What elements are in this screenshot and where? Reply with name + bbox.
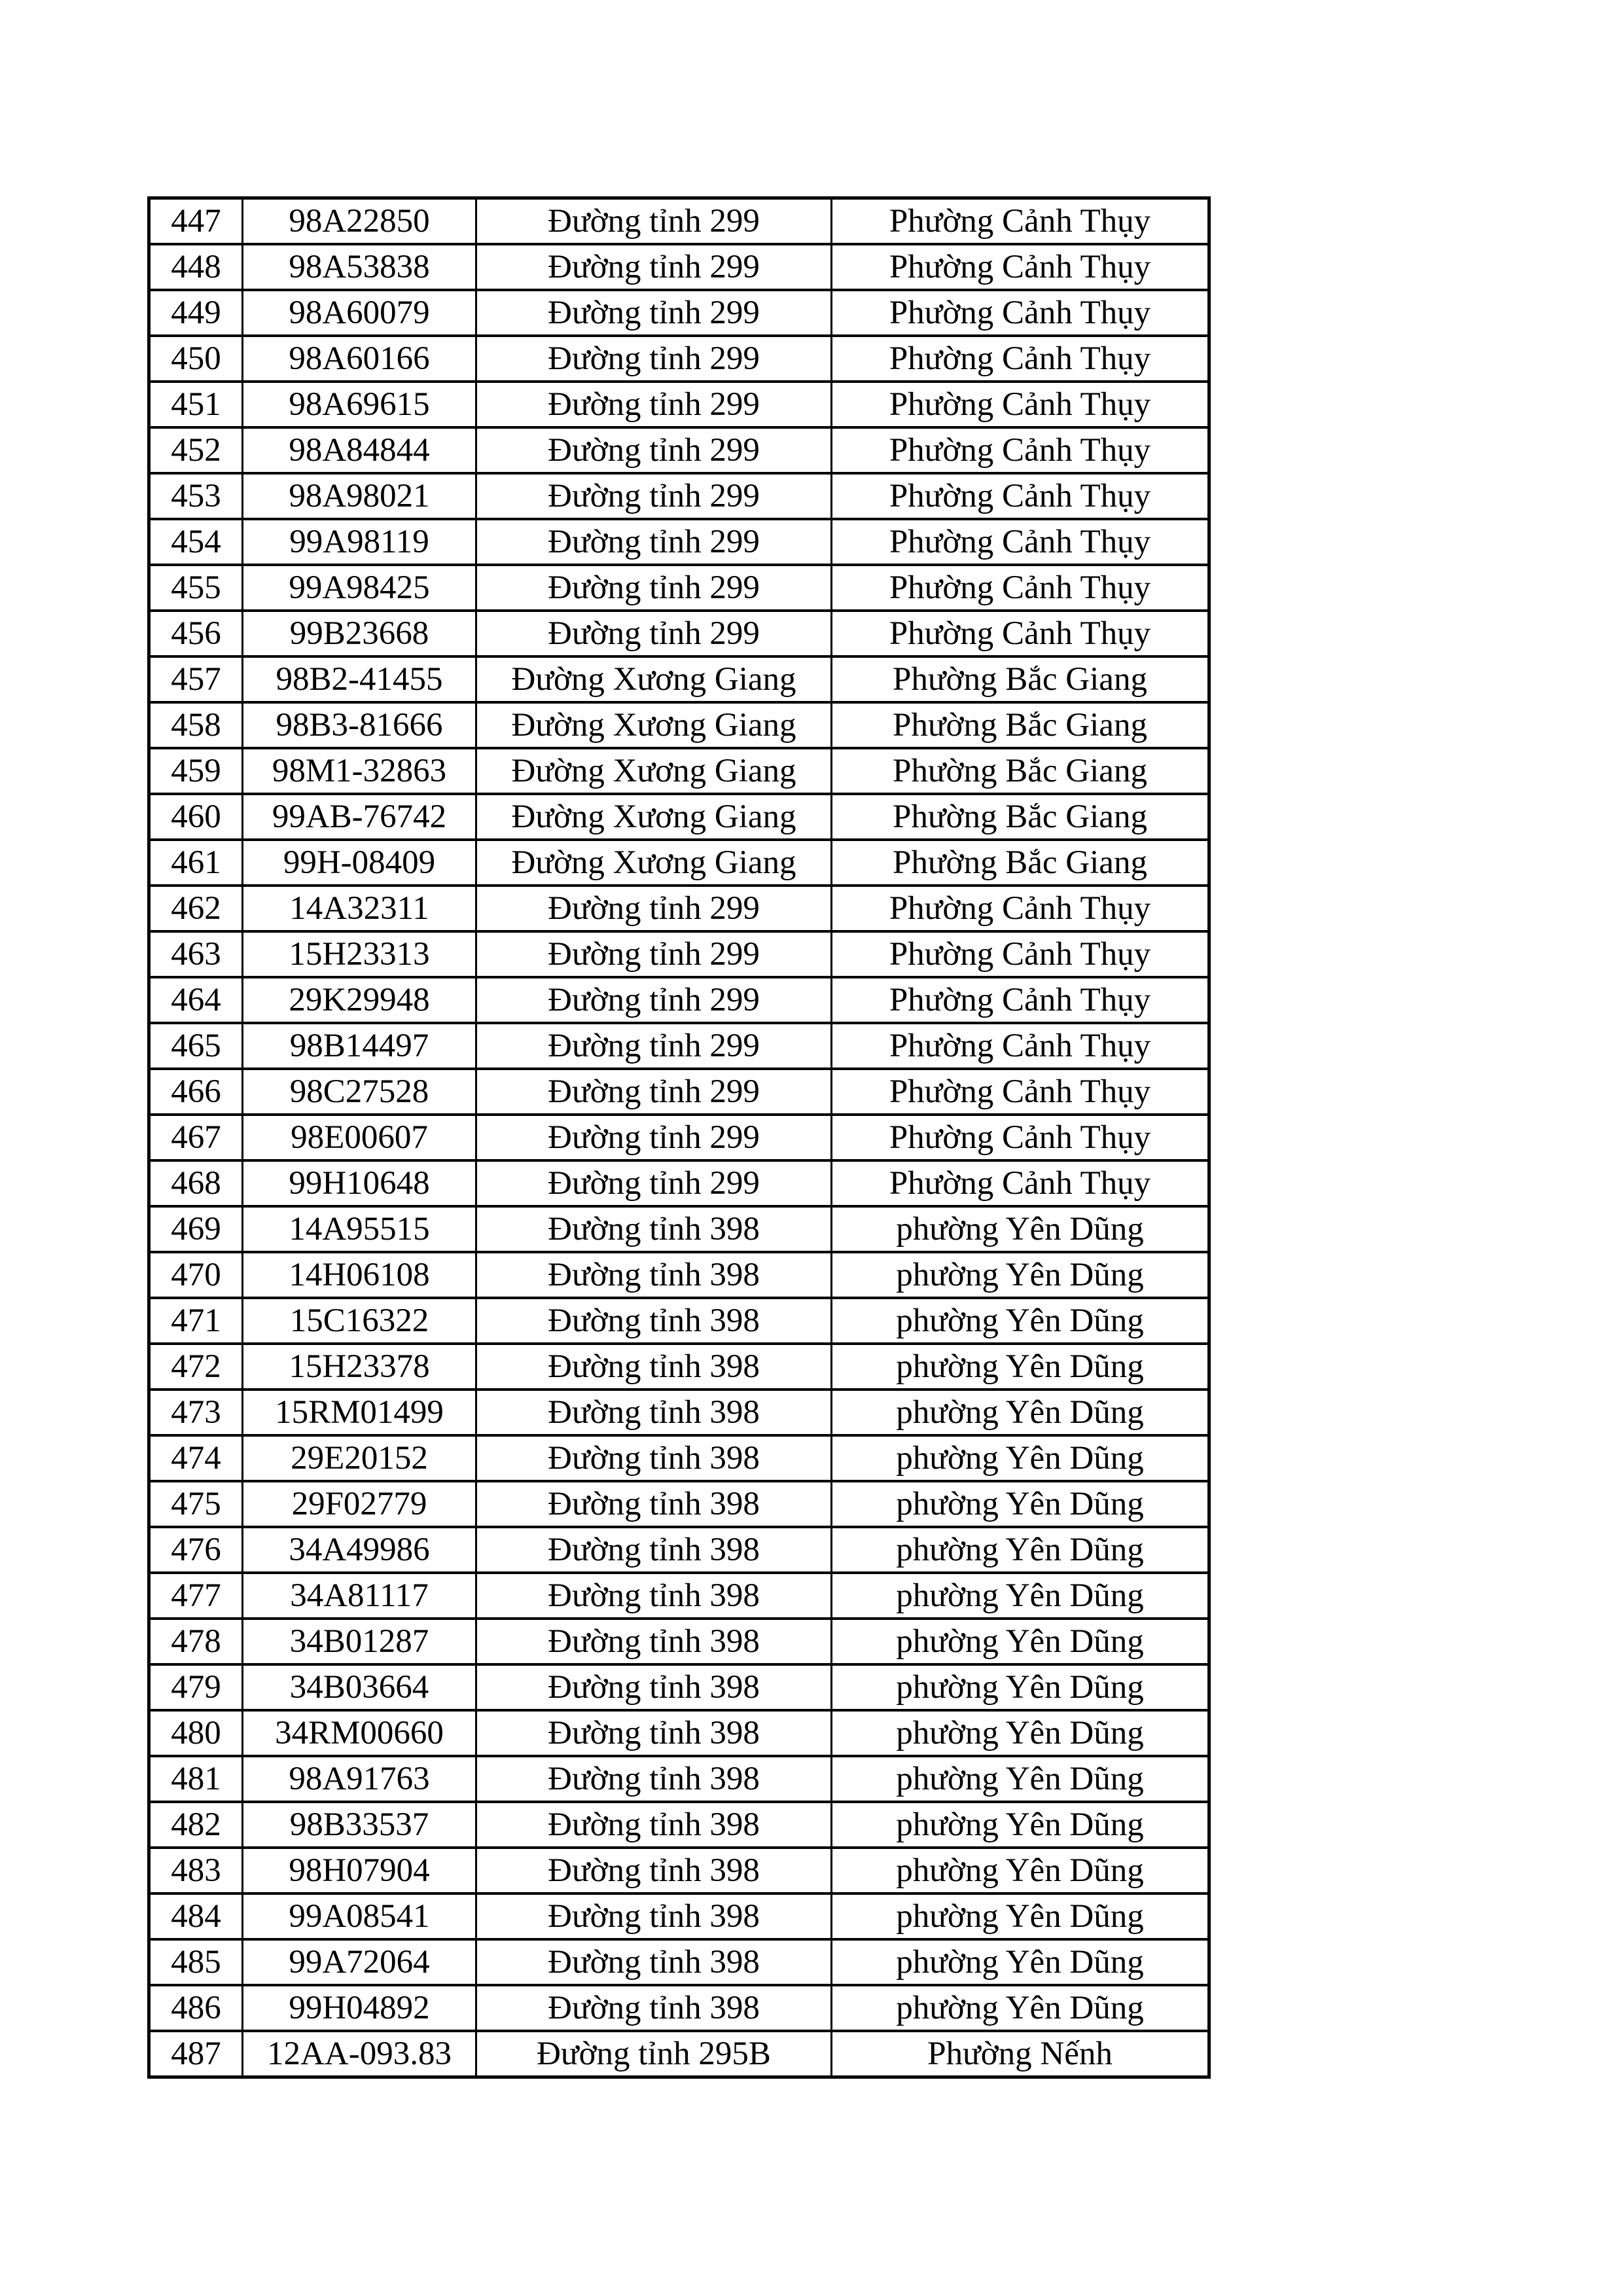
table-row <box>149 336 1209 382</box>
table-row <box>149 1206 1209 1252</box>
road-cell: Đường tỉnh 299 <box>476 1069 832 1115</box>
table-row <box>149 1160 1209 1206</box>
row-number-cell: 469 <box>149 1206 243 1252</box>
license-plate-cell: 98A91763 <box>243 1756 476 1802</box>
table-row <box>149 1069 1209 1115</box>
row-number-cell: 460 <box>149 794 243 840</box>
license-plate-cell: 99B23668 <box>243 611 476 656</box>
road-cell: Đường tỉnh 398 <box>476 1390 832 1435</box>
license-plate-cell: 98A98021 <box>243 473 476 519</box>
row-number-cell: 451 <box>149 382 243 427</box>
road-cell: Đường Xương Giang <box>476 794 832 840</box>
license-plate-cell: 98M1-32863 <box>243 748 476 794</box>
table-row <box>149 1481 1209 1527</box>
violation-table <box>147 196 1211 2079</box>
ward-cell: Phường Cảnh Thụy <box>832 1069 1209 1115</box>
table-row <box>149 611 1209 656</box>
license-plate-cell: 98B3-81666 <box>243 702 476 748</box>
table-row <box>149 1710 1209 1756</box>
road-cell: Đường Xương Giang <box>476 702 832 748</box>
table-row <box>149 1985 1209 2031</box>
row-number-cell: 453 <box>149 473 243 519</box>
row-number-cell: 450 <box>149 336 243 382</box>
ward-cell: phường Yên Dũng <box>832 1893 1209 1939</box>
ward-cell: phường Yên Dũng <box>832 1252 1209 1298</box>
ward-cell: phường Yên Dũng <box>832 1619 1209 1664</box>
license-plate-cell: 98A53838 <box>243 244 476 290</box>
ward-cell: phường Yên Dũng <box>832 1298 1209 1344</box>
ward-cell: Phường Cảnh Thụy <box>832 886 1209 931</box>
license-plate-cell: 99A08541 <box>243 1893 476 1939</box>
road-cell: Đường Xương Giang <box>476 840 832 886</box>
road-cell: Đường tỉnh 398 <box>476 1619 832 1664</box>
license-plate-cell: 29E20152 <box>243 1435 476 1481</box>
table-row <box>149 244 1209 290</box>
license-plate-cell: 99H04892 <box>243 1985 476 2031</box>
ward-cell: Phường Cảnh Thụy <box>832 565 1209 611</box>
road-cell: Đường tỉnh 299 <box>476 1023 832 1069</box>
table-row <box>149 1756 1209 1802</box>
license-plate-cell: 99H-08409 <box>243 840 476 886</box>
row-number-cell: 486 <box>149 1985 243 2031</box>
road-cell: Đường tỉnh 398 <box>476 1573 832 1619</box>
license-plate-cell: 29F02779 <box>243 1481 476 1527</box>
ward-cell: Phường Cảnh Thụy <box>832 198 1209 245</box>
license-plate-cell: 29K29948 <box>243 977 476 1023</box>
road-cell: Đường tỉnh 398 <box>476 1939 832 1985</box>
license-plate-cell: 15RM01499 <box>243 1390 476 1435</box>
ward-cell: Phường Bắc Giang <box>832 702 1209 748</box>
road-cell: Đường tỉnh 295B <box>476 2031 832 2077</box>
row-number-cell: 468 <box>149 1160 243 1206</box>
ward-cell: phường Yên Dũng <box>832 1390 1209 1435</box>
road-cell: Đường tỉnh 299 <box>476 886 832 931</box>
license-plate-cell: 34B01287 <box>243 1619 476 1664</box>
row-number-cell: 449 <box>149 290 243 336</box>
license-plate-cell: 99A72064 <box>243 1939 476 1985</box>
row-number-cell: 461 <box>149 840 243 886</box>
row-number-cell: 484 <box>149 1893 243 1939</box>
ward-cell: phường Yên Dũng <box>832 1939 1209 1985</box>
license-plate-cell: 98B14497 <box>243 1023 476 1069</box>
ward-cell: phường Yên Dũng <box>832 1985 1209 2031</box>
ward-cell: phường Yên Dũng <box>832 1435 1209 1481</box>
road-cell: Đường tỉnh 398 <box>476 1206 832 1252</box>
road-cell: Đường tỉnh 398 <box>476 1298 832 1344</box>
road-cell: Đường Xương Giang <box>476 656 832 702</box>
ward-cell: Phường Bắc Giang <box>832 794 1209 840</box>
ward-cell: Phường Cảnh Thụy <box>832 1160 1209 1206</box>
row-number-cell: 457 <box>149 656 243 702</box>
license-plate-cell: 98A60166 <box>243 336 476 382</box>
road-cell: Đường tỉnh 398 <box>476 1481 832 1527</box>
road-cell: Đường tỉnh 398 <box>476 1848 832 1893</box>
ward-cell: Phường Cảnh Thụy <box>832 1023 1209 1069</box>
license-plate-cell: 34A49986 <box>243 1527 476 1573</box>
road-cell: Đường tỉnh 299 <box>476 198 832 245</box>
row-number-cell: 464 <box>149 977 243 1023</box>
table-row <box>149 1527 1209 1573</box>
table-row <box>149 886 1209 931</box>
road-cell: Đường tỉnh 299 <box>476 244 832 290</box>
ward-cell: Phường Nếnh <box>832 2031 1209 2077</box>
road-cell: Đường tỉnh 299 <box>476 1160 832 1206</box>
ward-cell: phường Yên Dũng <box>832 1206 1209 1252</box>
license-plate-cell: 15H23313 <box>243 931 476 977</box>
table-row <box>149 1573 1209 1619</box>
row-number-cell: 466 <box>149 1069 243 1115</box>
row-number-cell: 472 <box>149 1344 243 1390</box>
ward-cell: phường Yên Dũng <box>832 1664 1209 1710</box>
ward-cell: Phường Cảnh Thụy <box>832 382 1209 427</box>
row-number-cell: 459 <box>149 748 243 794</box>
table-row <box>149 198 1209 245</box>
license-plate-cell: 98B33537 <box>243 1802 476 1848</box>
license-plate-cell: 98A84844 <box>243 427 476 473</box>
ward-cell: phường Yên Dũng <box>832 1573 1209 1619</box>
road-cell: Đường tỉnh 398 <box>476 1435 832 1481</box>
row-number-cell: 481 <box>149 1756 243 1802</box>
row-number-cell: 473 <box>149 1390 243 1435</box>
row-number-cell: 462 <box>149 886 243 931</box>
ward-cell: Phường Cảnh Thụy <box>832 1115 1209 1160</box>
road-cell: Đường tỉnh 398 <box>476 1527 832 1573</box>
table-row <box>149 1115 1209 1160</box>
ward-cell: Phường Cảnh Thụy <box>832 473 1209 519</box>
license-plate-cell: 99AB-76742 <box>243 794 476 840</box>
table-row <box>149 565 1209 611</box>
row-number-cell: 483 <box>149 1848 243 1893</box>
road-cell: Đường tỉnh 398 <box>476 1710 832 1756</box>
ward-cell: phường Yên Dũng <box>832 1344 1209 1390</box>
license-plate-cell: 98E00607 <box>243 1115 476 1160</box>
row-number-cell: 471 <box>149 1298 243 1344</box>
table-row <box>149 519 1209 565</box>
ward-cell: phường Yên Dũng <box>832 1848 1209 1893</box>
road-cell: Đường tỉnh 299 <box>476 473 832 519</box>
table-row <box>149 382 1209 427</box>
table-row <box>149 1023 1209 1069</box>
table-row <box>149 1893 1209 1939</box>
row-number-cell: 482 <box>149 1802 243 1848</box>
road-cell: Đường tỉnh 299 <box>476 977 832 1023</box>
license-plate-cell: 14H06108 <box>243 1252 476 1298</box>
row-number-cell: 474 <box>149 1435 243 1481</box>
license-plate-cell: 98H07904 <box>243 1848 476 1893</box>
license-plate-cell: 98A60079 <box>243 290 476 336</box>
row-number-cell: 470 <box>149 1252 243 1298</box>
road-cell: Đường tỉnh 398 <box>476 1756 832 1802</box>
row-number-cell: 478 <box>149 1619 243 1664</box>
table-row <box>149 1344 1209 1390</box>
license-plate-cell: 99A98119 <box>243 519 476 565</box>
ward-cell: Phường Cảnh Thụy <box>832 611 1209 656</box>
road-cell: Đường tỉnh 299 <box>476 565 832 611</box>
ward-cell: Phường Cảnh Thụy <box>832 244 1209 290</box>
table-row <box>149 290 1209 336</box>
license-plate-cell: 34RM00660 <box>243 1710 476 1756</box>
license-plate-cell: 34A81117 <box>243 1573 476 1619</box>
table-row <box>149 473 1209 519</box>
road-cell: Đường Xương Giang <box>476 748 832 794</box>
ward-cell: phường Yên Dũng <box>832 1802 1209 1848</box>
table-row <box>149 794 1209 840</box>
table-row <box>149 1619 1209 1664</box>
ward-cell: Phường Cảnh Thụy <box>832 336 1209 382</box>
ward-cell: Phường Bắc Giang <box>832 748 1209 794</box>
table-row <box>149 1390 1209 1435</box>
ward-cell: Phường Bắc Giang <box>832 656 1209 702</box>
row-number-cell: 447 <box>149 198 243 245</box>
road-cell: Đường tỉnh 398 <box>476 1893 832 1939</box>
ward-cell: Phường Bắc Giang <box>832 840 1209 886</box>
table-row <box>149 977 1209 1023</box>
road-cell: Đường tỉnh 299 <box>476 519 832 565</box>
row-number-cell: 479 <box>149 1664 243 1710</box>
row-number-cell: 485 <box>149 1939 243 1985</box>
road-cell: Đường tỉnh 299 <box>476 1115 832 1160</box>
row-number-cell: 454 <box>149 519 243 565</box>
license-plate-cell: 98A69615 <box>243 382 476 427</box>
road-cell: Đường tỉnh 398 <box>476 1985 832 2031</box>
table-row <box>149 1664 1209 1710</box>
road-cell: Đường tỉnh 299 <box>476 382 832 427</box>
ward-cell: Phường Cảnh Thụy <box>832 519 1209 565</box>
table-row <box>149 1298 1209 1344</box>
ward-cell: Phường Cảnh Thụy <box>832 931 1209 977</box>
road-cell: Đường tỉnh 299 <box>476 931 832 977</box>
license-plate-cell: 15H23378 <box>243 1344 476 1390</box>
table-row <box>149 1802 1209 1848</box>
road-cell: Đường tỉnh 299 <box>476 336 832 382</box>
table-row <box>149 1848 1209 1893</box>
row-number-cell: 467 <box>149 1115 243 1160</box>
row-number-cell: 456 <box>149 611 243 656</box>
row-number-cell: 480 <box>149 1710 243 1756</box>
ward-cell: Phường Cảnh Thụy <box>832 977 1209 1023</box>
license-plate-cell: 34B03664 <box>243 1664 476 1710</box>
license-plate-cell: 98C27528 <box>243 1069 476 1115</box>
road-cell: Đường tỉnh 299 <box>476 611 832 656</box>
row-number-cell: 487 <box>149 2031 243 2077</box>
ward-cell: phường Yên Dũng <box>832 1756 1209 1802</box>
road-cell: Đường tỉnh 398 <box>476 1344 832 1390</box>
row-number-cell: 452 <box>149 427 243 473</box>
ward-cell: Phường Cảnh Thụy <box>832 290 1209 336</box>
table-row <box>149 840 1209 886</box>
table-row <box>149 931 1209 977</box>
license-plate-cell: 15C16322 <box>243 1298 476 1344</box>
row-number-cell: 463 <box>149 931 243 977</box>
license-plate-cell: 99H10648 <box>243 1160 476 1206</box>
table-row <box>149 1435 1209 1481</box>
road-cell: Đường tỉnh 299 <box>476 290 832 336</box>
license-plate-cell: 98B2-41455 <box>243 656 476 702</box>
row-number-cell: 458 <box>149 702 243 748</box>
license-plate-cell: 98A22850 <box>243 198 476 245</box>
row-number-cell: 475 <box>149 1481 243 1527</box>
row-number-cell: 476 <box>149 1527 243 1573</box>
license-plate-cell: 99A98425 <box>243 565 476 611</box>
table-row <box>149 702 1209 748</box>
table-body <box>149 198 1209 2077</box>
road-cell: Đường tỉnh 398 <box>476 1664 832 1710</box>
ward-cell: Phường Cảnh Thụy <box>832 427 1209 473</box>
table-row <box>149 748 1209 794</box>
row-number-cell: 448 <box>149 244 243 290</box>
row-number-cell: 465 <box>149 1023 243 1069</box>
road-cell: Đường tỉnh 299 <box>476 427 832 473</box>
table-row <box>149 1939 1209 1985</box>
road-cell: Đường tỉnh 398 <box>476 1802 832 1848</box>
table-row <box>149 656 1209 702</box>
ward-cell: phường Yên Dũng <box>832 1710 1209 1756</box>
table-row <box>149 427 1209 473</box>
road-cell: Đường tỉnh 398 <box>476 1252 832 1298</box>
ward-cell: phường Yên Dũng <box>832 1481 1209 1527</box>
row-number-cell: 477 <box>149 1573 243 1619</box>
table-row <box>149 2031 1209 2077</box>
table-row <box>149 1252 1209 1298</box>
license-plate-cell: 14A32311 <box>243 886 476 931</box>
row-number-cell: 455 <box>149 565 243 611</box>
license-plate-cell: 14A95515 <box>243 1206 476 1252</box>
ward-cell: phường Yên Dũng <box>832 1527 1209 1573</box>
license-plate-cell: 12AA-093.83 <box>243 2031 476 2077</box>
